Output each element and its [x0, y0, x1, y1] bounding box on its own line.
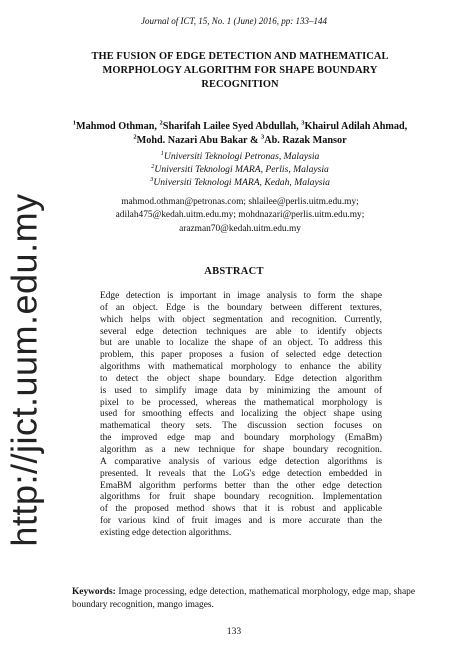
email-line: mahmod.othman@petronas.com; shlailee@perlis.uitm.edu.my; — [121, 197, 359, 207]
abstract-line: pixel to be processed, whereas the mathematical morphology is — [100, 397, 382, 408]
paper-title — [60, 50, 420, 92]
abstract-line: is used to simplify image data by minimizing the amount of — [100, 385, 382, 396]
author-name: Mohd. Nazari Abu Bakar & — [136, 134, 261, 146]
sidebar-url-watermark — [2, 160, 48, 580]
author-name: Khairul Adilah Ahmad, — [304, 121, 408, 132]
abstract-line: algorithms for fruit shape boundary recognition. Implementation — [100, 492, 382, 503]
author-line-1 — [55, 120, 425, 134]
sidebar-url-text: http://jict.uum.edu.my — [4, 193, 46, 547]
author-name: Mahmod Othman, — [76, 121, 160, 132]
abstract-line: but are unable to localize the shape of an object. To address this — [100, 338, 382, 349]
author-sup: 1 — [72, 119, 77, 127]
author-sup: 3 — [260, 133, 265, 141]
abstract-line: which helps with object segmentation and recognition. Currently, — [100, 314, 382, 325]
keywords-paragraph — [72, 586, 415, 611]
abstract-line: to detect the object shape boundary. Edge detection algorithm — [100, 373, 382, 384]
affiliation-sup: 1 — [160, 149, 164, 157]
author-sup: 2 — [133, 133, 137, 141]
abstract-line: for various kind of fruit images and is more accurate than the — [100, 516, 382, 527]
affiliation-text: Universiti Teknologi MARA, Kedah, Malaysia — [153, 177, 330, 189]
keywords-label: Keywords: — [72, 587, 116, 597]
author-name: Ab. Razak Mansor — [264, 134, 347, 146]
affiliation-text: Universiti Teknologi Petronas, Malaysia — [163, 151, 320, 162]
abstract-line: existing edge detection algorithms. — [100, 527, 232, 538]
running-head: Journal of ICT, 15, No. 1 (June) 2016, pp: 133–144 — [140, 16, 328, 26]
abstract-line: of an object. Edge is the boundary between different textures, — [100, 302, 382, 313]
title-line-1: THE FUSION OF EDGE DETECTION AND MATHEMATICAL — [91, 51, 389, 62]
abstract-line: the improved edge map and boundary morphology (EmaBm) — [100, 433, 382, 444]
abstract-line: presented. It reveals that the LoG's edge detection embedded in — [100, 468, 382, 479]
keywords-text: Image processing, edge detection, mathematical morphology, edge map, shape boundary recognition, mango images. — [72, 587, 415, 610]
abstract-line: Edge detection is important in image analysis to form the shape — [100, 291, 382, 301]
abstract-line: EmaBM algorithm performs better than the other edge detection — [100, 480, 382, 491]
abstract-line: A comparative analysis of various edge detection algorithms is — [100, 456, 382, 467]
affiliation-item — [60, 163, 420, 176]
email-line: arazman70@kedah.uitm.edu.my — [179, 223, 301, 234]
author-sup: 3 — [301, 119, 305, 127]
abstract-line: algorithms with mathematical morphology to enhance the ability — [100, 362, 382, 373]
abstract-line: algorithm as a new technique for shape boundary recognition. — [100, 444, 382, 455]
email-line: adilah475@kedah.uitm.edu.my; mohdnazari@perlis.uitm.edu.my; — [115, 210, 365, 221]
abstract-line: mathematical theory sets. The discussion section focuses on — [100, 421, 382, 432]
abstract-line: several edge detection techniques are able to identify objects — [100, 326, 382, 337]
title-line-3: RECOGNITION — [201, 79, 279, 90]
author-line-2 — [55, 134, 425, 148]
abstract-body — [100, 291, 382, 540]
affiliation-item — [60, 150, 420, 163]
abstract-heading: ABSTRACT — [204, 266, 264, 277]
author-list — [55, 120, 425, 147]
email-list — [50, 196, 430, 236]
abstract-line: of the proposed method shows that it is robust and applicable — [100, 504, 382, 515]
affiliation-list — [60, 150, 420, 190]
abstract-line: problem, this paper proposes a fusion of selected edge detection — [100, 350, 382, 361]
title-line-2: MORPHOLOGY ALGORITHM FOR SHAPE BOUNDARY — [102, 65, 378, 76]
author-sup: 2 — [159, 119, 163, 127]
affiliation-text: Universiti Teknologi MARA, Perlis, Malaysia — [154, 164, 329, 176]
author-name: Sharifah Lailee Syed Abdullah, — [162, 121, 302, 132]
affiliation-item — [60, 176, 420, 189]
affiliation-sup: 3 — [150, 176, 154, 184]
abstract-line: used for smoothing effects and localizing the object shape using — [100, 409, 382, 420]
page-number: 133 — [226, 626, 242, 637]
affiliation-sup: 2 — [151, 163, 155, 171]
